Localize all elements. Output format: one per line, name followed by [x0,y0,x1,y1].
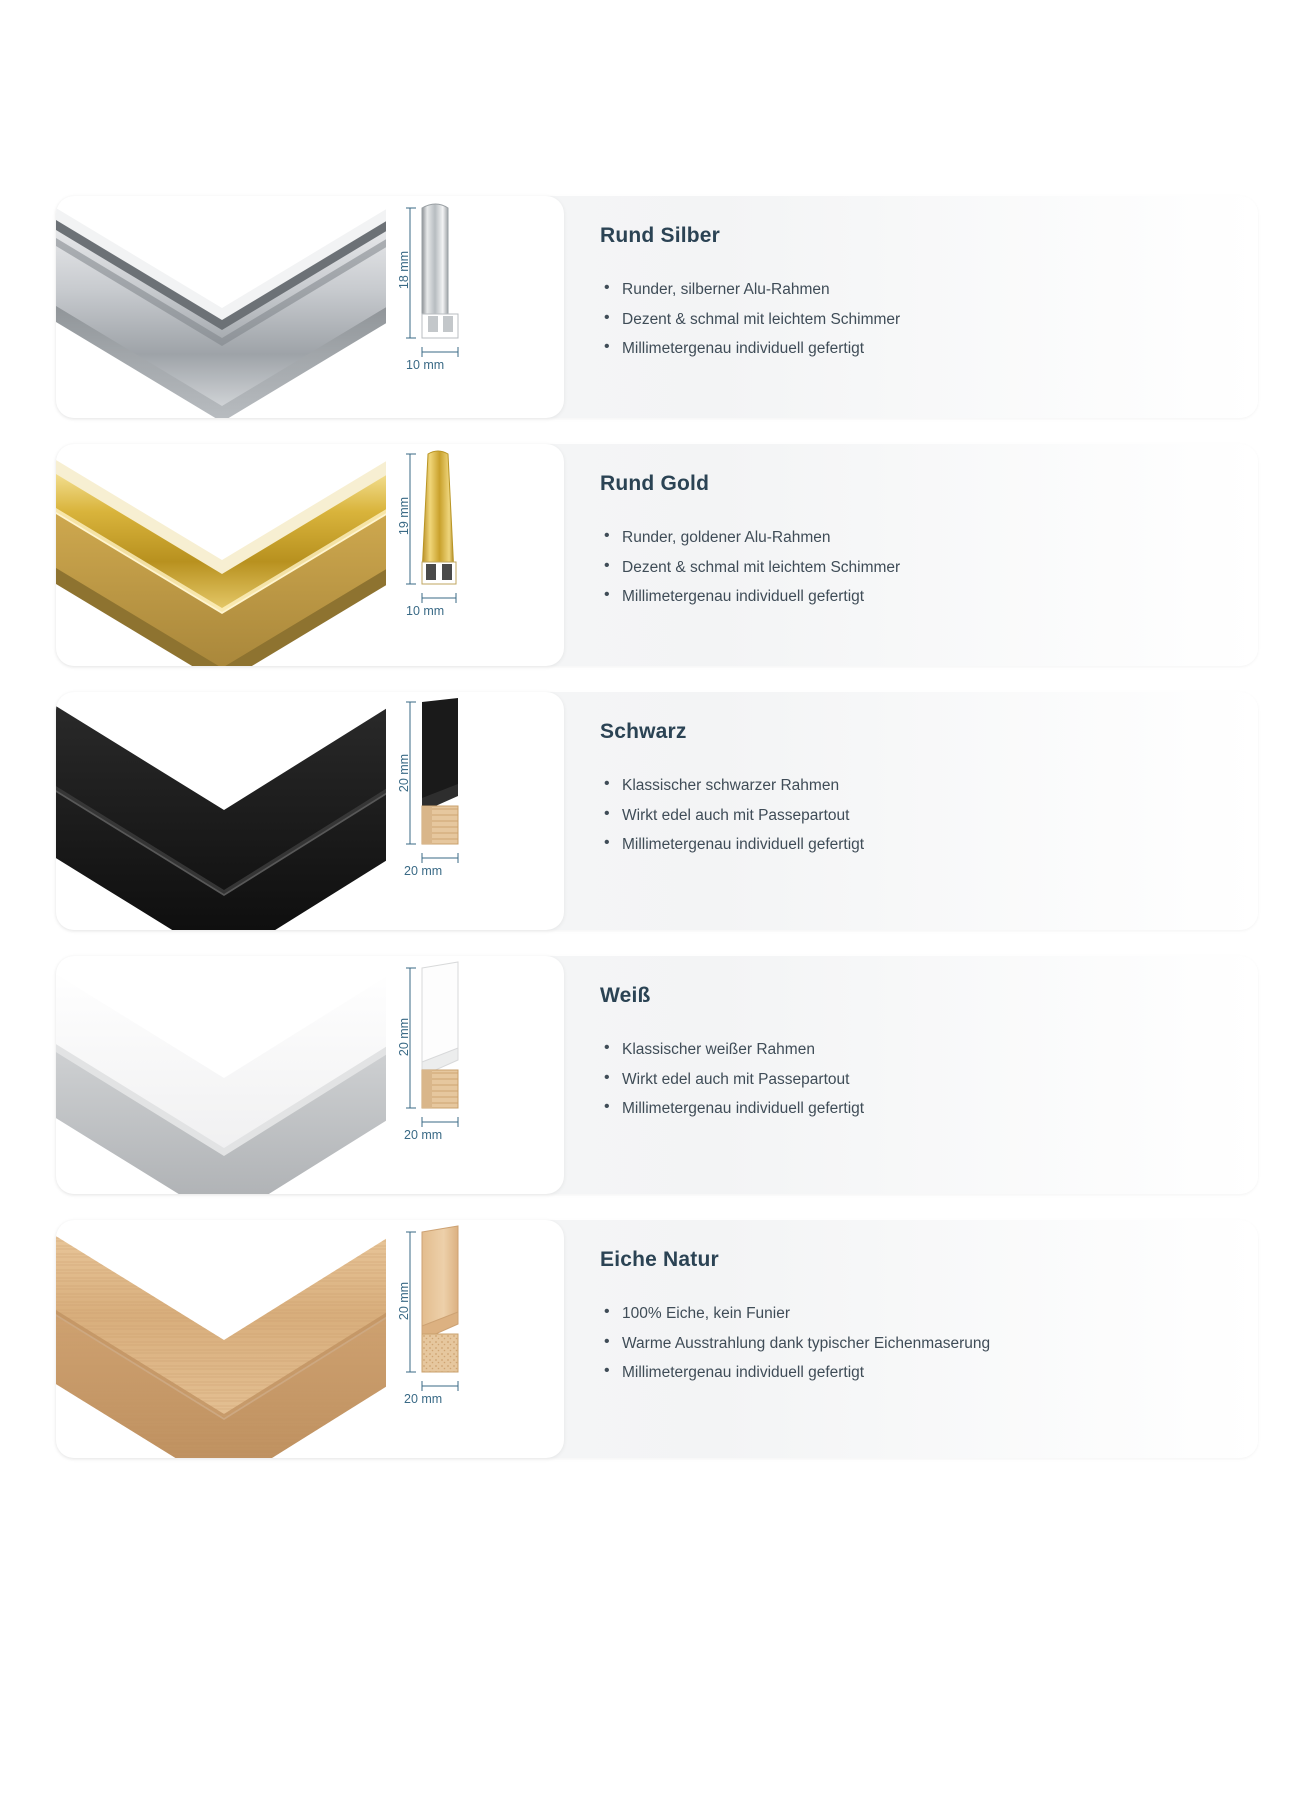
card-title: Rund Silber [600,224,721,247]
frame-variant-list [56,196,1258,1484]
dimension-width-label: 10 mm [406,604,445,618]
profile-svg [386,1220,556,1458]
profile-svg [386,956,556,1194]
card-sample-panel [56,196,564,418]
list-item: • Klassischer schwarzer Rahmen [600,778,1218,794]
frame-card-rund-gold[interactable] [56,444,1258,666]
frame-card-schwarz[interactable] [56,692,1258,930]
card-feature-list [600,778,1218,867]
card-title: Eiche Natur [600,1248,719,1271]
card-sample-panel [56,444,564,666]
corner-sample-svg [56,1220,386,1458]
list-item: • Wirkt edel auch mit Passepartout [600,1072,1218,1088]
card-feature-list [600,282,1218,371]
corner-sample-schwarz [56,692,386,930]
corner-sample-eiche-natur [56,1220,386,1458]
list-item: • Runder, silberner Alu-Rahmen [600,282,1218,298]
profile-svg [386,692,556,930]
list-item: • Warme Ausstrahlung dank typischer Eichenmaserung [600,1336,1218,1352]
dimension-height-label: 20 mm [397,1281,411,1321]
frame-card-rund-silber[interactable] [56,196,1258,418]
corner-sample-rund-gold [56,444,386,666]
profile-drawing-rund-gold [386,444,556,666]
dimension-width-label: 20 mm [404,864,443,878]
list-item: • Millimetergenau individuell gefertigt [600,589,1218,605]
card-sample-panel [56,692,564,930]
dimension-width-label: 20 mm [404,1128,443,1142]
profile-svg [386,444,556,666]
card-text-panel [564,196,1258,418]
card-title: Schwarz [600,720,687,743]
dimension-height-label: 20 mm [397,1017,411,1057]
corner-sample-svg [56,196,386,418]
corner-sample-svg [56,444,386,666]
list-item: • Millimetergenau individuell gefertigt [600,837,1218,853]
list-item: • Wirkt edel auch mit Passepartout [600,808,1218,824]
frame-card-eiche-natur[interactable] [56,1220,1258,1458]
card-feature-list [600,1042,1218,1131]
dimension-height-label: 20 mm [397,753,411,793]
list-item: • Klassischer weißer Rahmen [600,1042,1218,1058]
profile-drawing-schwarz [386,692,556,930]
list-item: • Millimetergenau individuell gefertigt [600,1101,1218,1117]
card-text-panel [564,692,1258,930]
list-item: • Runder, goldener Alu-Rahmen [600,530,1218,546]
frame-card-weiss[interactable] [56,956,1258,1194]
card-sample-panel [56,956,564,1194]
dimension-width-label: 10 mm [406,358,445,372]
list-item: • Millimetergenau individuell gefertigt [600,341,1218,357]
list-item: • Dezent & schmal mit leichtem Schimmer [600,560,1218,576]
list-item: • 100% Eiche, kein Funier [600,1306,1218,1322]
card-text-panel [564,1220,1258,1458]
card-title: Rund Gold [600,472,710,495]
dimension-height-label: 18 mm [397,250,411,290]
dimension-width-label: 20 mm [404,1392,443,1406]
profile-drawing-eiche-natur [386,1220,556,1458]
profile-drawing-weiss [386,956,556,1194]
card-sample-panel [56,1220,564,1458]
card-feature-list [600,530,1218,619]
corner-sample-rund-silber [56,196,386,418]
profile-drawing-rund-silber [386,196,556,418]
corner-sample-svg [56,692,386,930]
corner-sample-weiss [56,956,386,1194]
list-item: • Dezent & schmal mit leichtem Schimmer [600,312,1218,328]
profile-svg [386,196,556,418]
dimension-height-label: 19 mm [397,496,411,536]
corner-sample-svg [56,956,386,1194]
card-title: Weiß [600,984,651,1007]
card-feature-list [600,1306,1218,1395]
list-item: • Millimetergenau individuell gefertigt [600,1365,1218,1381]
card-text-panel [564,444,1258,666]
card-text-panel [564,956,1258,1194]
